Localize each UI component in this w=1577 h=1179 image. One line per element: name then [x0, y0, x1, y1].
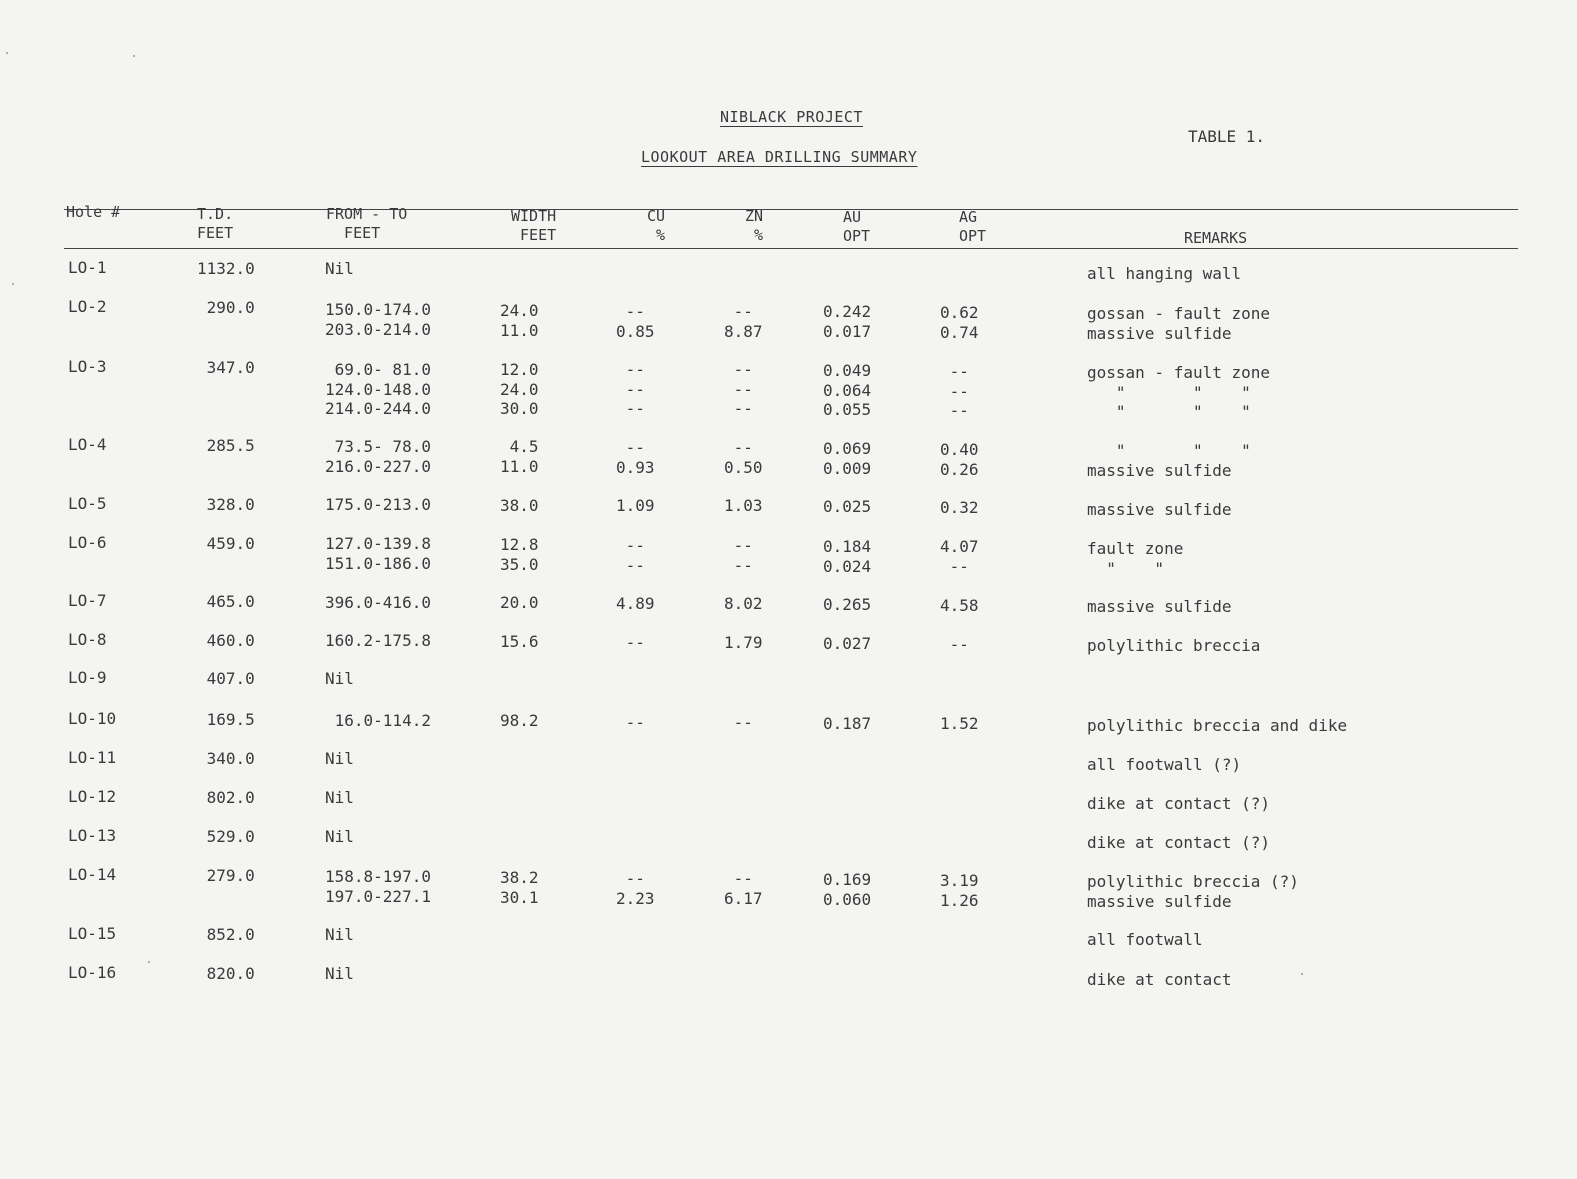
- remarks-cell: dike at contact (?): [1087, 794, 1271, 813]
- from-to-cell: Nil: [325, 749, 354, 768]
- paper-speck: [133, 55, 135, 57]
- au-cell: 0.027: [823, 634, 872, 653]
- td-cell: 529.0: [197, 827, 255, 846]
- document-title: NIBLACK PROJECT: [720, 108, 863, 126]
- width-cell: 12.8 35.0: [500, 535, 539, 574]
- zn-cell: --: [724, 713, 753, 732]
- hole-cell: LO-10: [68, 709, 117, 728]
- paper-speck: [6, 52, 8, 54]
- hole-cell: LO-15: [68, 924, 117, 943]
- from-to-cell: 16.0-114.2: [325, 711, 431, 730]
- hole-cell: LO-9: [68, 668, 107, 687]
- cu-cell: --: [616, 633, 645, 652]
- from-to-cell: 69.0- 81.0 124.0-148.0 214.0-244.0: [325, 360, 431, 418]
- remarks-cell: massive sulfide: [1087, 597, 1232, 616]
- td-cell: 290.0: [197, 298, 255, 317]
- hole-cell: LO-7: [68, 591, 107, 610]
- from-to-cell: Nil: [325, 259, 354, 278]
- remarks-cell: all footwall (?): [1087, 755, 1242, 774]
- width-cell: 12.0 24.0 30.0: [500, 360, 539, 418]
- cu-cell: 4.89: [616, 594, 655, 613]
- ag-cell: --: [940, 635, 969, 654]
- remarks-cell: gossan - fault zone massive sulfide: [1087, 304, 1271, 343]
- au-cell: 0.184 0.024: [823, 537, 872, 576]
- td-cell: 459.0: [197, 534, 255, 553]
- header-td: T.D. FEET: [197, 205, 234, 242]
- au-cell: 0.265: [823, 595, 872, 614]
- from-to-cell: Nil: [325, 788, 354, 807]
- cu-cell: -- --: [625, 536, 645, 575]
- ag-cell: 3.19 1.26: [940, 871, 979, 910]
- document-subtitle: LOOKOUT AREA DRILLING SUMMARY: [641, 148, 918, 166]
- ag-cell: 0.62 0.74: [940, 303, 979, 342]
- cu-cell: -- -- --: [625, 360, 645, 418]
- ag-cell: 1.52: [940, 714, 979, 733]
- hole-cell: LO-1: [68, 258, 107, 277]
- zn-cell: -- --: [733, 536, 753, 575]
- from-to-cell: 175.0-213.0: [325, 495, 431, 514]
- hole-cell: LO-13: [68, 826, 117, 845]
- zn-cell: -- 0.50: [724, 438, 763, 477]
- remarks-cell: dike at contact (?): [1087, 833, 1271, 852]
- hole-cell: LO-12: [68, 787, 117, 806]
- td-cell: 802.0: [197, 788, 255, 807]
- from-to-cell: Nil: [325, 669, 354, 688]
- remarks-cell: polylithic breccia and dike: [1087, 716, 1348, 735]
- header-cu: CU %: [647, 207, 666, 244]
- td-cell: 407.0: [197, 669, 255, 688]
- hole-cell: LO-11: [68, 748, 117, 767]
- from-to-cell: 396.0-416.0: [325, 593, 431, 612]
- au-cell: 0.049 0.064 0.055: [823, 361, 872, 419]
- remarks-cell: polylithic breccia: [1087, 636, 1261, 655]
- ag-cell: 4.58: [940, 596, 979, 615]
- paper-speck: [12, 283, 14, 285]
- au-cell: 0.069 0.009: [823, 439, 872, 478]
- au-cell: 0.169 0.060: [823, 870, 872, 909]
- remarks-cell: " " " massive sulfide: [1087, 441, 1251, 480]
- remarks-cell: all footwall: [1087, 930, 1203, 949]
- td-cell: 340.0: [197, 749, 255, 768]
- remarks-cell: fault zone " ": [1087, 539, 1184, 578]
- ag-cell: 0.40 0.26: [940, 440, 979, 479]
- from-to-cell: Nil: [325, 964, 354, 983]
- from-to-cell: 150.0-174.0 203.0-214.0: [325, 300, 431, 339]
- hole-cell: LO-3: [68, 357, 107, 376]
- hole-cell: LO-2: [68, 297, 107, 316]
- td-cell: 169.5: [197, 710, 255, 729]
- from-to-cell: 160.2-175.8: [325, 631, 431, 650]
- remarks-cell: polylithic breccia (?) massive sulfide: [1087, 872, 1299, 911]
- td-cell: 279.0: [197, 866, 255, 885]
- td-cell: 820.0: [197, 964, 255, 983]
- width-cell: 38.2 30.1: [500, 868, 539, 907]
- width-cell: 20.0: [500, 593, 539, 612]
- hole-cell: LO-16: [68, 963, 117, 982]
- table-label: TABLE 1.: [1188, 127, 1266, 146]
- hole-cell: LO-6: [68, 533, 107, 552]
- header-ag: AG OPT: [959, 208, 987, 245]
- td-cell: 1132.0: [197, 259, 255, 278]
- from-to-cell: 73.5- 78.0 216.0-227.0: [325, 437, 431, 476]
- au-cell: 0.187: [823, 714, 872, 733]
- paper-speck: [148, 961, 150, 963]
- from-to-cell: 158.8-197.0 197.0-227.1: [325, 867, 431, 906]
- au-cell: 0.242 0.017: [823, 302, 872, 341]
- remarks-cell: massive sulfide: [1087, 500, 1232, 519]
- remarks-cell: all hanging wall: [1087, 264, 1242, 283]
- hole-cell: LO-14: [68, 865, 117, 884]
- ag-cell: -- -- --: [949, 362, 969, 420]
- zn-cell: 1.79: [724, 633, 763, 652]
- width-cell: 38.0: [500, 496, 539, 515]
- remarks-cell: gossan - fault zone " " " " " ": [1087, 363, 1271, 421]
- from-to-cell: Nil: [325, 827, 354, 846]
- header-width: WIDTH FEET: [511, 207, 557, 244]
- width-cell: 15.6: [500, 632, 539, 651]
- td-cell: 347.0: [197, 358, 255, 377]
- ag-cell: 4.07 --: [940, 537, 979, 576]
- hole-cell: LO-5: [68, 494, 107, 513]
- from-to-cell: Nil: [325, 925, 354, 944]
- width-cell: 4.5 11.0: [500, 437, 539, 476]
- td-cell: 465.0: [197, 592, 255, 611]
- width-cell: 98.2: [500, 711, 539, 730]
- cu-cell: 1.09: [616, 496, 655, 515]
- header-zn: ZN %: [745, 207, 764, 244]
- header-hole: Hole #: [66, 203, 121, 221]
- cu-cell: -- 0.85: [616, 302, 655, 341]
- ag-cell: 0.32: [940, 498, 979, 517]
- zn-cell: -- 8.87: [724, 302, 763, 341]
- header-remarks: REMARKS: [1184, 229, 1248, 247]
- cu-cell: --: [616, 713, 645, 732]
- header-top-rule: [64, 209, 1518, 210]
- td-cell: 460.0: [197, 631, 255, 650]
- cu-cell: -- 2.23: [616, 869, 655, 908]
- hole-cell: LO-8: [68, 630, 107, 649]
- from-to-cell: 127.0-139.8 151.0-186.0: [325, 534, 431, 573]
- zn-cell: 1.03: [724, 496, 763, 515]
- zn-cell: -- 6.17: [724, 869, 763, 908]
- header-from-to: FROM - TO FEET: [326, 205, 408, 242]
- remarks-cell: dike at contact: [1087, 970, 1232, 989]
- td-cell: 285.5: [197, 436, 255, 455]
- width-cell: 24.0 11.0: [500, 301, 539, 340]
- zn-cell: 8.02: [724, 594, 763, 613]
- td-cell: 328.0: [197, 495, 255, 514]
- header-bottom-rule: [64, 248, 1518, 249]
- td-cell: 852.0: [197, 925, 255, 944]
- cu-cell: -- 0.93: [616, 438, 655, 477]
- header-au: AU OPT: [843, 208, 871, 245]
- paper-speck: [1301, 973, 1303, 975]
- hole-cell: LO-4: [68, 435, 107, 454]
- zn-cell: -- -- --: [733, 360, 753, 418]
- au-cell: 0.025: [823, 497, 872, 516]
